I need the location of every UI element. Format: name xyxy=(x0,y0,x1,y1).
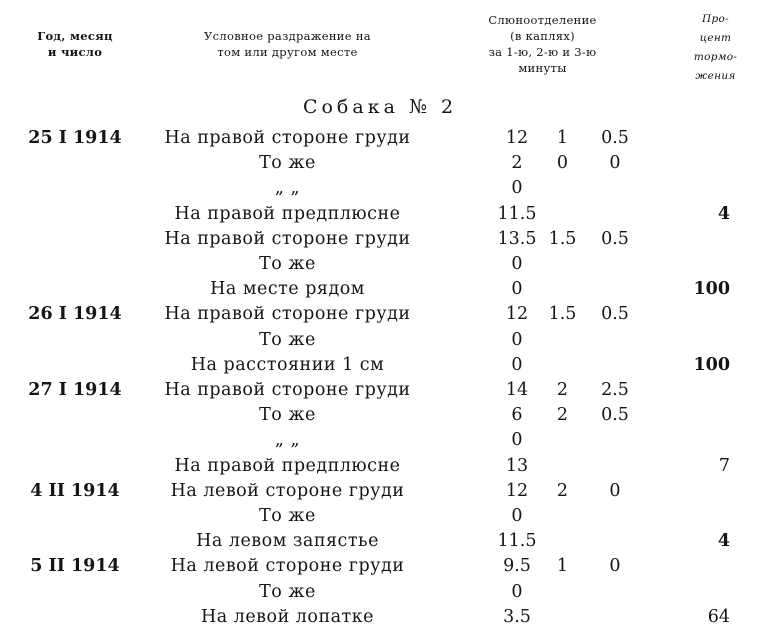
table-row xyxy=(0,428,760,453)
salivation-minute-3-cell: 0.5 xyxy=(601,304,629,325)
table-row xyxy=(0,454,760,479)
date-cell: 4 II 1914 xyxy=(30,480,120,501)
salivation-minute-2-cell: 1.5 xyxy=(548,228,577,249)
header-stimulus xyxy=(170,28,405,60)
salivation-minute-1-cell: 0 xyxy=(511,279,523,300)
salivation-minute-3-cell: 0.5 xyxy=(601,228,629,249)
header-date-line: Год, месяц xyxy=(37,29,113,43)
date-cell: 27 I 1914 xyxy=(28,380,122,400)
salivation-minute-1-cell: 14 xyxy=(505,380,529,400)
salivation-minute-1-cell: 0 xyxy=(511,430,523,451)
stimulus-cell: То же xyxy=(259,506,316,526)
salivation-minute-3-cell: 0 xyxy=(609,480,621,501)
stimulus-cell: На правой стороне груди xyxy=(164,228,411,249)
salivation-minute-1-cell: 6 xyxy=(511,405,523,426)
inhibition-percent-cell: 4 xyxy=(717,531,730,552)
salivation-minute-3-cell: 0 xyxy=(609,556,621,577)
salivation-minute-3-cell: 0.5 xyxy=(601,405,629,426)
header-salivation xyxy=(455,12,630,76)
date-cell: 5 II 1914 xyxy=(30,556,120,577)
stimulus-cell: На левой стороне груди xyxy=(170,480,405,501)
table-row xyxy=(0,479,760,504)
salivation-minute-1-cell: 0 xyxy=(511,254,523,274)
salivation-minute-3-cell: 0 xyxy=(609,153,621,174)
salivation-minute-1-cell: 12 xyxy=(505,480,529,501)
stimulus-cell: На месте рядом xyxy=(210,279,365,300)
salivation-minute-2-cell: 0 xyxy=(556,153,569,174)
date-cell: 25 I 1914 xyxy=(28,128,122,148)
stimulus-cell: На левой лопатке xyxy=(200,606,375,627)
table-row xyxy=(0,202,760,227)
table-row xyxy=(0,605,760,630)
stimulus-cell: То же xyxy=(259,405,316,426)
salivation-minute-1-cell: 11.5 xyxy=(497,203,537,224)
header-percent-line: Про- xyxy=(702,13,729,25)
stimulus-cell: На правой стороне груди xyxy=(164,128,411,148)
salivation-minute-1-cell: 0 xyxy=(511,329,523,350)
table-row xyxy=(0,504,760,529)
table-row xyxy=(0,378,760,403)
inhibition-percent-cell: 64 xyxy=(707,606,730,627)
stimulus-cell: То же xyxy=(259,329,316,350)
stimulus-cell: „ „ xyxy=(274,178,301,199)
salivation-minute-1-cell: 0 xyxy=(511,506,523,526)
table-row xyxy=(0,277,760,302)
table-row xyxy=(0,302,760,327)
salivation-minute-1-cell: 3.5 xyxy=(503,606,531,627)
header-percent xyxy=(678,10,753,86)
table-row xyxy=(0,529,760,554)
salivation-minute-3-cell: 0.5 xyxy=(601,128,629,148)
stimulus-cell: На левом запястье xyxy=(196,531,379,552)
salivation-minute-1-cell: 0 xyxy=(511,581,523,602)
salivation-minute-2-cell: 2 xyxy=(556,380,569,400)
salivation-minute-1-cell: 0 xyxy=(511,178,523,199)
salivation-minute-1-cell: 11.5 xyxy=(497,531,537,552)
stimulus-cell: То же xyxy=(259,153,316,174)
header-date xyxy=(20,28,130,60)
header-salivation-line: Слюноотделение xyxy=(488,13,597,27)
salivation-minute-2-cell: 2 xyxy=(556,480,569,501)
header-percent-line: жения xyxy=(695,70,736,82)
stimulus-cell: То же xyxy=(259,254,316,274)
table-row xyxy=(0,176,760,201)
salivation-minute-1-cell: 12 xyxy=(505,128,529,148)
table-row xyxy=(0,151,760,176)
salivation-minute-1-cell: 9.5 xyxy=(503,556,531,577)
date-cell: 26 I 1914 xyxy=(28,304,122,325)
stimulus-cell: На правой стороне груди xyxy=(164,304,411,325)
stimulus-cell: На правой стороне груди xyxy=(164,380,411,400)
stimulus-cell: На правой предплюсне xyxy=(174,455,401,476)
salivation-minute-1-cell: 13 xyxy=(505,455,529,476)
section-title: Собака № 2 xyxy=(302,96,458,118)
inhibition-percent-cell: 100 xyxy=(693,279,730,300)
salivation-minute-2-cell: 1 xyxy=(556,128,569,148)
inhibition-percent-cell: 100 xyxy=(693,354,730,375)
salivation-minute-2-cell: 2 xyxy=(556,405,569,426)
stimulus-cell: На расстоянии 1 см xyxy=(190,354,385,375)
table-row xyxy=(0,126,760,151)
table-row xyxy=(0,403,760,428)
stimulus-cell: На левой стороне груди xyxy=(170,556,405,577)
table-row xyxy=(0,580,760,605)
salivation-minute-1-cell: 0 xyxy=(511,354,523,375)
salivation-minute-1-cell: 12 xyxy=(505,304,529,325)
table-row xyxy=(0,328,760,353)
inhibition-percent-cell: 4 xyxy=(717,203,730,224)
table-row xyxy=(0,554,760,579)
header-date-line: и число xyxy=(47,45,103,59)
inhibition-percent-cell: 7 xyxy=(718,455,730,476)
table-row xyxy=(0,227,760,252)
salivation-minute-3-cell: 2.5 xyxy=(601,380,629,400)
salivation-minute-2-cell: 1.5 xyxy=(548,304,577,325)
header-salivation-line: (в каплях) xyxy=(510,29,575,43)
header-percent-line: цент xyxy=(699,32,732,44)
table-row xyxy=(0,252,760,277)
table-row xyxy=(0,353,760,378)
header-stimulus-line: том или другом месте xyxy=(217,45,358,59)
salivation-minute-2-cell: 1 xyxy=(556,556,569,577)
stimulus-cell: „ „ xyxy=(274,430,301,451)
salivation-minute-1-cell: 2 xyxy=(511,153,523,174)
stimulus-cell: На правой предплюсне xyxy=(174,203,401,224)
header-salivation-line: за 1-ю, 2-ю и 3-ю xyxy=(488,45,597,59)
salivation-minute-1-cell: 13.5 xyxy=(497,228,537,249)
header-salivation-line: минуты xyxy=(518,61,567,75)
stimulus-cell: То же xyxy=(259,581,316,602)
header-percent-line: тормо- xyxy=(693,51,738,63)
header-stimulus-line: Условное раздражение на xyxy=(204,29,371,43)
